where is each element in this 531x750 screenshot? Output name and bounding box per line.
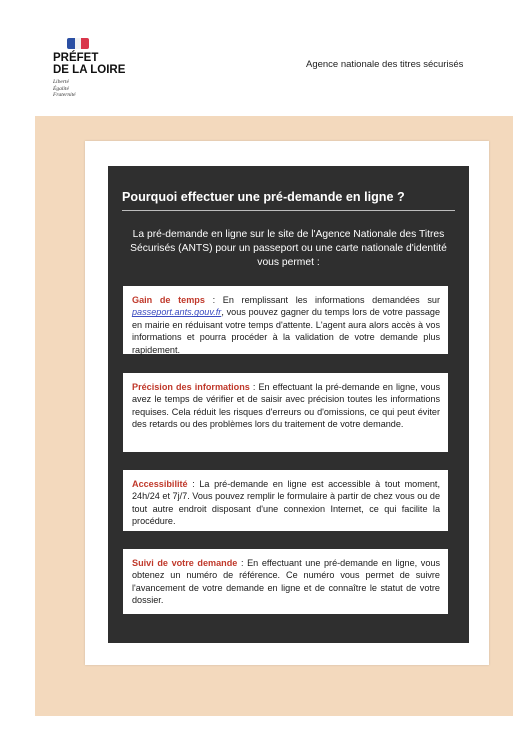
motto-fraternite: Fraternité [53,92,76,99]
card-text: : La pré-demande en ligne est accessible à tout moment, 24h/24 et 7j/7. Vous pouvez remplir le formulaire à partir de chez vous ou de tout autre endroit disposant d'une connexion Internet, ce qui facilite la procédure. [132,479,440,527]
prefecture-name [53,52,173,76]
card-suivi [123,549,448,614]
card-text: : En remplissant les informations demandées sur [204,295,440,305]
prefecture-name-line2: DE LA LOIRE [53,64,126,76]
card-heading: Accessibilité [132,479,188,489]
card-gain-de-temps [123,286,448,354]
intro-text: La pré-demande en ligne sur le site de l'Agence Nationale des Titres Sécurisés (ANTS) pour un passeport ou une carte nationale d'identité vous permet : [130,229,447,269]
card-text: : En effectuant la pré-demande en ligne, vous avez le temps de vérifier et de saisir avec précision toutes les informations requises. Cela réduit les risques d'erreurs ou d'omissions, ce qui peut éviter des retards ou des problèmes lors du traitement de votre demande. [132,382,440,430]
republic-motto [53,79,113,99]
card-accessibilite [123,470,448,531]
card-heading: Gain de temps [132,295,205,305]
card-heading: Précision des informations [132,382,250,392]
card-text: : En effectuant une pré-demande en ligne, vous obtenez un numéro de référence. Ce numéro vous permet de suivre l'avancement de votre demande en ligne et de connaître le statut de votre dossier. [132,558,440,606]
card-precision [123,373,448,452]
agency-name: Agence nationale des titres sécurisés [306,59,464,70]
motto-liberte: Liberté [53,79,69,85]
page-header [0,0,531,120]
page-title: Pourquoi effectuer une pré-demande en ligne ? [122,190,405,204]
motto-egalite: Égalité [53,85,69,92]
title-divider [122,210,455,211]
ants-link[interactable]: passeport.ants.gouv.fr [132,307,222,318]
marianne-flag-icon [67,38,89,49]
card-text-continued: , vous pouvez gagner du temps lors de votre passage en mairie en réduisant votre temps d'attente. L'agent aura alors accès à vos informations et pourra procéder à la validation de votre demande plus rapidement. [132,307,440,355]
prefecture-name-line1: PRÉFET [53,52,99,64]
card-heading: Suivi de votre demande [132,558,238,568]
